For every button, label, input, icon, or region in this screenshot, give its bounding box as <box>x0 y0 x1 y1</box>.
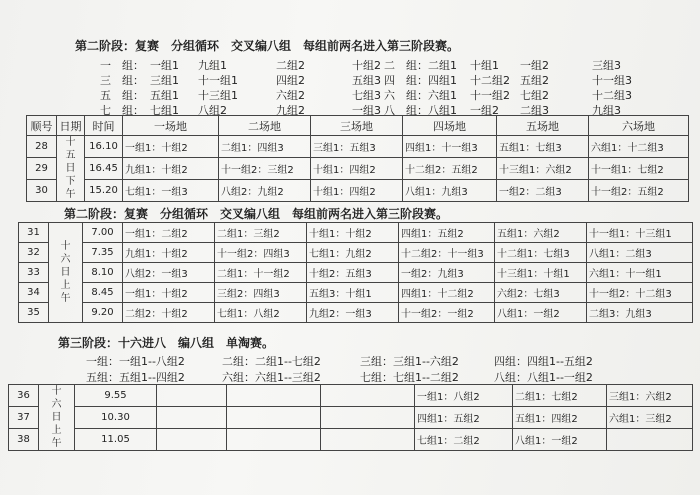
row-number: 30 <box>27 180 57 202</box>
group-label: 三 组： <box>100 74 144 87</box>
group-team: 七组1 <box>150 104 179 117</box>
time-cell: 7.00 <box>83 223 123 243</box>
group-team: 二组1 <box>428 59 457 72</box>
group-team: 一组3 <box>352 104 381 117</box>
match-cell: 八组2：九组2 <box>219 180 311 202</box>
group-team: 十二组2 <box>470 74 510 87</box>
date-char: 午 <box>51 438 62 449</box>
match-cell <box>321 407 415 429</box>
match-cell: 六组1：十一组1 <box>587 263 693 283</box>
date-char: 午 <box>65 189 76 200</box>
match-cell: 五组1：四组2 <box>513 407 607 429</box>
date-char: 六 <box>60 254 71 265</box>
time-cell: 9.20 <box>83 303 123 323</box>
pairing: 二组：二组1--七组2 <box>222 355 321 368</box>
match-cell: 十一组2：一组2 <box>399 303 495 323</box>
match-cell: 七组1：八组2 <box>215 303 307 323</box>
table-row <box>27 158 689 180</box>
match-cell <box>227 407 321 429</box>
group-team: 十一组1 <box>198 74 238 87</box>
group-label: 五 组： <box>100 89 144 102</box>
group-team: 四组2 <box>276 74 305 87</box>
time-cell: 11.05 <box>75 429 157 451</box>
match-cell: 十组1：四组2 <box>311 158 403 180</box>
time-cell: 7.35 <box>83 243 123 263</box>
group-label: 八 组： <box>384 104 428 117</box>
group-label: 二 组： <box>384 59 428 72</box>
group-team: 二组2 <box>276 59 305 72</box>
column-header: 二场地 <box>219 116 311 136</box>
row-number: 33 <box>19 263 49 283</box>
schedule-table-1 <box>26 115 689 202</box>
table-row <box>27 136 689 158</box>
match-cell: 五组1：六组2 <box>495 223 587 243</box>
date-char: 十 <box>65 137 76 148</box>
pairing: 六组：六组1--三组2 <box>222 371 321 384</box>
table-row <box>9 385 693 407</box>
row-number: 36 <box>9 385 39 407</box>
match-cell: 十组1：四组2 <box>311 180 403 202</box>
group-team: 六组1 <box>428 89 457 102</box>
group-team: 三组3 <box>592 59 621 72</box>
time-cell: 9.55 <box>75 385 157 407</box>
date-cell <box>39 385 75 451</box>
match-cell: 九组1：十组2 <box>123 243 215 263</box>
match-cell: 一组2：二组3 <box>497 180 589 202</box>
group-team: 七组3 <box>352 89 381 102</box>
match-cell: 十二组2：五组2 <box>403 158 497 180</box>
row-number: 28 <box>27 136 57 158</box>
group-team: 十一组2 <box>470 89 510 102</box>
match-cell: 八组2：一组3 <box>123 263 215 283</box>
table-row <box>9 429 693 451</box>
group-label: 七 组： <box>100 104 144 117</box>
match-cell: 六组1：十二组3 <box>589 136 689 158</box>
table-row <box>19 303 693 323</box>
date-char: 日 <box>51 412 62 423</box>
column-header: 时间 <box>85 116 123 136</box>
date-char: 上 <box>51 425 62 436</box>
table-row <box>19 243 693 263</box>
table-row <box>19 283 693 303</box>
time-cell: 8.45 <box>83 283 123 303</box>
column-header: 顺号 <box>27 116 57 136</box>
match-cell: 三组2：四组3 <box>215 283 307 303</box>
date-cell <box>57 136 85 202</box>
match-cell: 十一组1：十三组1 <box>587 223 693 243</box>
match-cell <box>157 407 227 429</box>
match-cell: 一组2：九组3 <box>399 263 495 283</box>
group-team: 八组1 <box>428 104 457 117</box>
date-char: 日 <box>65 163 76 174</box>
match-cell: 六组1：三组2 <box>607 407 693 429</box>
match-cell: 四组1：五组2 <box>399 223 495 243</box>
match-cell: 八组1：一组2 <box>513 429 607 451</box>
group-team: 一组2 <box>520 59 549 72</box>
row-number: 37 <box>9 407 39 429</box>
column-header: 五场地 <box>497 116 589 136</box>
group-team: 一组2 <box>470 104 499 117</box>
match-cell <box>321 385 415 407</box>
match-cell: 八组1：九组3 <box>403 180 497 202</box>
row-number: 35 <box>19 303 49 323</box>
group-team: 九组3 <box>592 104 621 117</box>
match-cell: 二组3：九组3 <box>587 303 693 323</box>
pairing: 五组：五组1--四组2 <box>86 371 185 384</box>
match-cell: 五组3：十组1 <box>307 283 399 303</box>
match-cell: 十组2：五组3 <box>307 263 399 283</box>
match-cell <box>321 429 415 451</box>
time-cell: 8.10 <box>83 263 123 283</box>
group-team: 六组2 <box>276 89 305 102</box>
group-team: 十二组3 <box>592 89 632 102</box>
table-row <box>9 407 693 429</box>
match-cell: 十一组2：四组3 <box>215 243 307 263</box>
date-char: 上 <box>60 280 71 291</box>
match-cell: 十组1：十组2 <box>307 223 399 243</box>
match-cell: 一组1：二组2 <box>123 223 215 243</box>
group-team: 五组2 <box>520 74 549 87</box>
time-cell: 15.20 <box>85 180 123 202</box>
group-team: 一组1 <box>150 59 179 72</box>
time-cell: 16.45 <box>85 158 123 180</box>
match-cell: 九组1：十组2 <box>123 158 219 180</box>
match-cell: 十一组1：七组2 <box>589 158 689 180</box>
group-team: 三组1 <box>150 74 179 87</box>
match-cell: 三组1：五组3 <box>311 136 403 158</box>
group-team: 五组1 <box>150 89 179 102</box>
match-cell: 七组1：一组3 <box>123 180 219 202</box>
match-cell: 十二组2：十一组3 <box>399 243 495 263</box>
schedule-table-2 <box>18 222 693 323</box>
group-team: 十组1 <box>470 59 499 72</box>
column-header: 日期 <box>57 116 85 136</box>
match-cell: 五组1：七组3 <box>497 136 589 158</box>
match-cell: 十二组1：七组3 <box>495 243 587 263</box>
match-cell: 九组2：一组3 <box>307 303 399 323</box>
match-cell: 二组1：四组3 <box>219 136 311 158</box>
group-team: 十一组3 <box>592 74 632 87</box>
group-label: 一 组： <box>100 59 144 72</box>
match-cell: 一组1：十组2 <box>123 283 215 303</box>
match-cell: 四组1：十二组2 <box>399 283 495 303</box>
match-cell <box>227 385 321 407</box>
group-team: 二组3 <box>520 104 549 117</box>
group-team: 九组2 <box>276 104 305 117</box>
match-cell <box>157 429 227 451</box>
stage2-title: 第二阶段：复赛 分组循环 交叉编八组 每组前两名进入第三阶段赛。 <box>75 39 460 53</box>
match-cell: 二组1：三组2 <box>215 223 307 243</box>
pairing: 七组：七组1--二组2 <box>360 371 459 384</box>
date-char: 十 <box>51 386 62 397</box>
match-cell: 四组1：五组2 <box>415 407 513 429</box>
time-cell: 10.30 <box>75 407 157 429</box>
match-cell: 十一组2：十二组3 <box>587 283 693 303</box>
match-cell: 二组2：十组2 <box>123 303 215 323</box>
group-team: 七组2 <box>520 89 549 102</box>
match-cell: 二组1：七组2 <box>513 385 607 407</box>
match-cell: 十一组2：三组2 <box>219 158 311 180</box>
table-row <box>27 180 689 202</box>
row-number: 29 <box>27 158 57 180</box>
group-team: 十组2 <box>352 59 381 72</box>
group-label: 六 组： <box>384 89 428 102</box>
pairing: 一组：一组1--八组2 <box>86 355 185 368</box>
date-char: 日 <box>60 267 71 278</box>
pairing: 四组：四组1--五组2 <box>494 355 593 368</box>
date-char: 下 <box>65 176 76 187</box>
match-cell: 十一组2：五组2 <box>589 180 689 202</box>
match-cell: 四组1：十一组3 <box>403 136 497 158</box>
date-char: 五 <box>65 150 76 161</box>
schedule-table-3 <box>8 384 693 451</box>
row-number: 38 <box>9 429 39 451</box>
match-cell: 二组1：十一组2 <box>215 263 307 283</box>
match-cell: 一组1：十组2 <box>123 136 219 158</box>
match-cell: 三组1：六组2 <box>607 385 693 407</box>
column-header: 三场地 <box>311 116 403 136</box>
group-team: 九组1 <box>198 59 227 72</box>
group-team: 五组3 <box>352 74 381 87</box>
match-cell: 十三组1：十组1 <box>495 263 587 283</box>
table-row <box>19 263 693 283</box>
pairing: 三组：三组1--六组2 <box>360 355 459 368</box>
column-header: 一场地 <box>123 116 219 136</box>
stage2-title-repeat: 第二阶段：复赛 分组循环 交叉编八组 每组前两名进入第三阶段赛。 <box>64 207 449 221</box>
match-cell: 八组1：一组2 <box>495 303 587 323</box>
match-cell: 一组1：八组2 <box>415 385 513 407</box>
match-cell: 七组1：九组2 <box>307 243 399 263</box>
pairing: 八组：八组1--一组2 <box>494 371 593 384</box>
row-number: 34 <box>19 283 49 303</box>
match-cell: 六组2：七组3 <box>495 283 587 303</box>
match-cell: 七组1：二组2 <box>415 429 513 451</box>
date-char: 六 <box>51 399 62 410</box>
group-team: 十三组1 <box>198 89 238 102</box>
date-cell <box>49 223 83 323</box>
column-header: 六场地 <box>589 116 689 136</box>
time-cell: 16.10 <box>85 136 123 158</box>
row-number: 32 <box>19 243 49 263</box>
row-number: 31 <box>19 223 49 243</box>
group-label: 四 组： <box>384 74 428 87</box>
match-cell <box>227 429 321 451</box>
match-cell: 八组1：二组3 <box>587 243 693 263</box>
match-cell <box>607 429 693 451</box>
date-char: 十 <box>60 241 71 252</box>
column-header: 四场地 <box>403 116 497 136</box>
group-team: 八组2 <box>198 104 227 117</box>
match-cell: 十三组1：六组2 <box>497 158 589 180</box>
match-cell <box>157 385 227 407</box>
group-team: 四组1 <box>428 74 457 87</box>
stage3-title: 第三阶段：十六进八 编八组 单淘赛。 <box>58 336 275 350</box>
date-char: 午 <box>60 293 71 304</box>
table-row <box>19 223 693 243</box>
